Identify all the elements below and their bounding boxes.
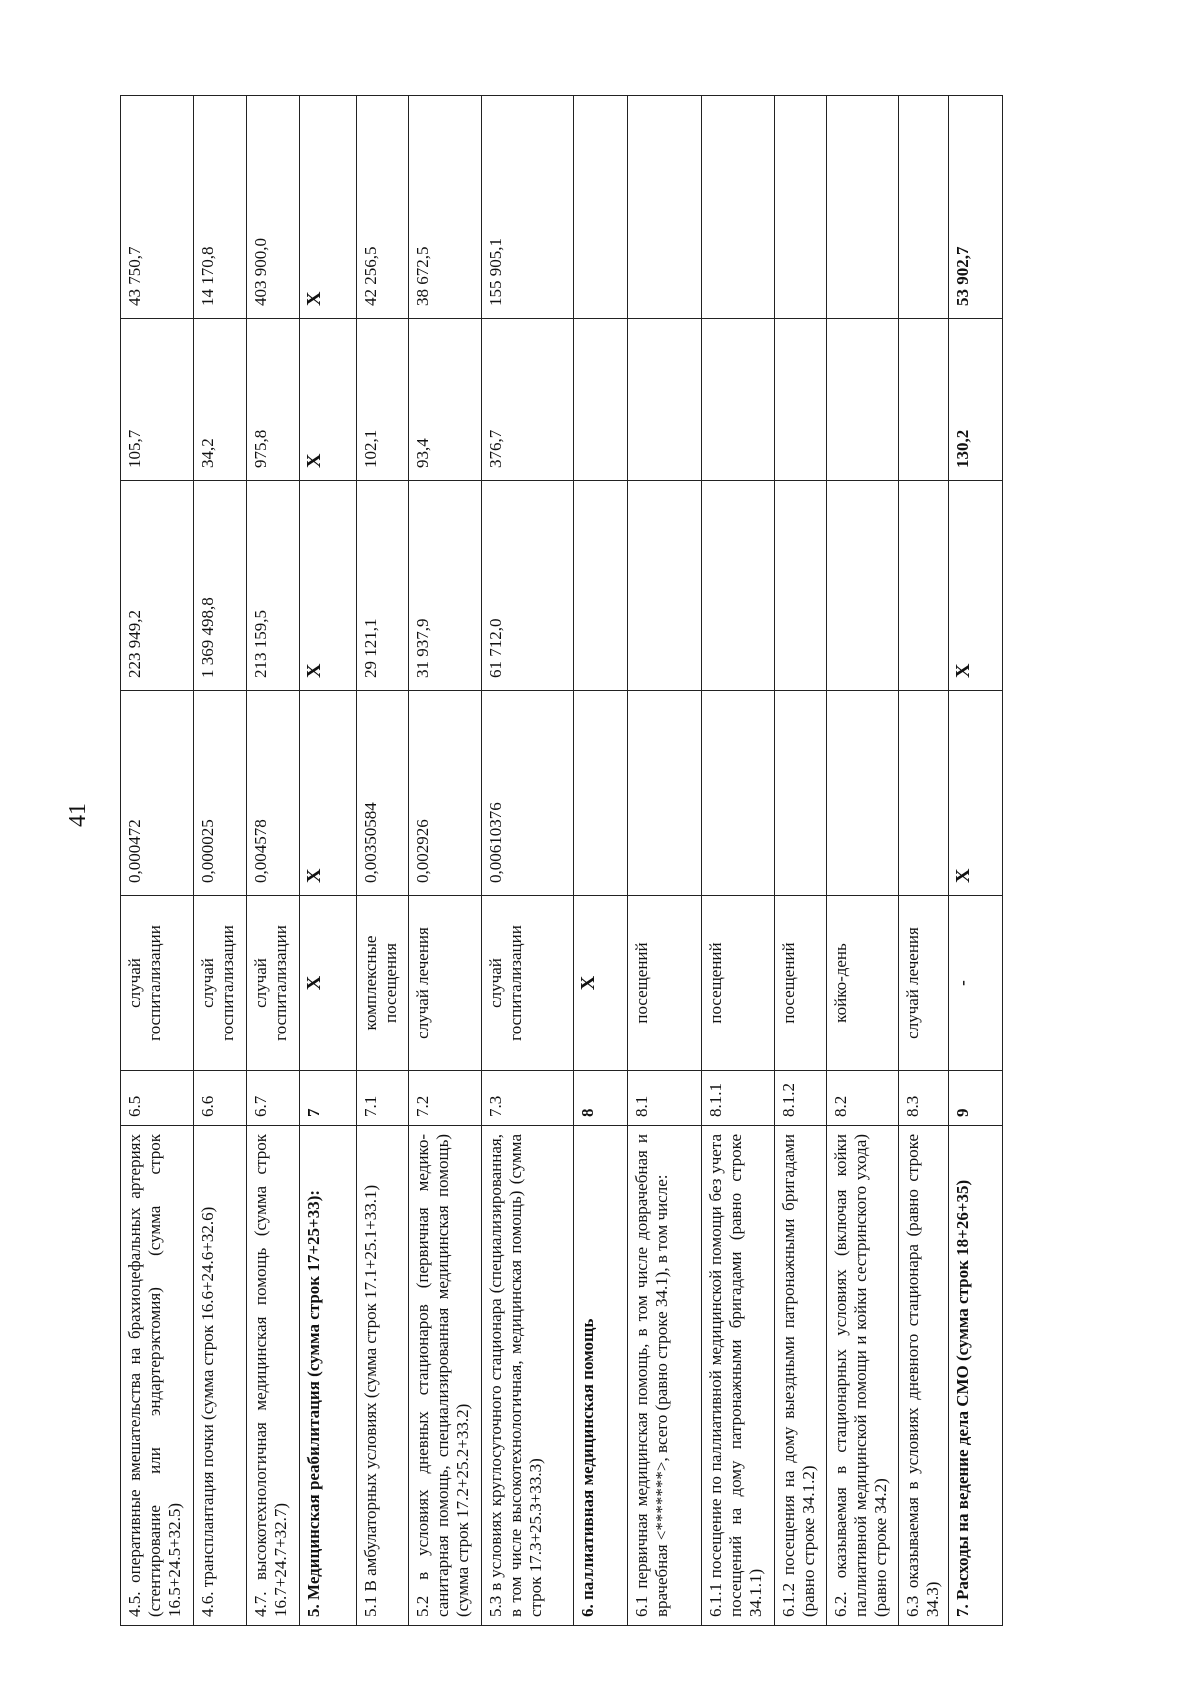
row-code: 8.1.1 bbox=[702, 1071, 775, 1126]
row-value-4 bbox=[702, 96, 775, 319]
row-unit: комплексные посещения bbox=[357, 896, 409, 1071]
row-unit: случай лечения bbox=[409, 896, 482, 1071]
row-unit: случай госпитализации bbox=[194, 896, 247, 1071]
row-unit: посещений bbox=[628, 896, 702, 1071]
row-value-2: 29 121,1 bbox=[357, 481, 409, 691]
row-value-4: 14 170,8 bbox=[194, 96, 247, 319]
row-value-4: 43 750,7 bbox=[121, 96, 194, 319]
row-value-3: 975,8 bbox=[247, 319, 300, 481]
row-value-1 bbox=[899, 691, 949, 896]
data-table bbox=[120, 95, 1003, 1626]
row-value-3 bbox=[574, 319, 628, 481]
row-value-3 bbox=[899, 319, 949, 481]
row-name: 6.2. оказываемая в стационарных условиях (включая койки паллиативной медицинской помощи и койки сестринского ухода) (равно строке 34.2) bbox=[827, 1126, 899, 1626]
row-code: 8.1.2 bbox=[775, 1071, 827, 1126]
row-unit: посещений bbox=[775, 896, 827, 1071]
row-value-4: 53 902,7 bbox=[949, 96, 1003, 319]
row-code: 8.2 bbox=[827, 1071, 899, 1126]
row-value-2: Х bbox=[300, 481, 357, 691]
row-value-1: 0,00350584 bbox=[357, 691, 409, 896]
table-row bbox=[628, 96, 702, 1626]
table-row bbox=[949, 96, 1003, 1626]
row-value-3 bbox=[775, 319, 827, 481]
row-name: 7. Расходы на ведение дела СМО (сумма строк 18+26+35) bbox=[949, 1126, 1003, 1626]
row-value-2 bbox=[899, 481, 949, 691]
row-name: 5. Медицинская реабилитация (сумма строк 17+25+33): bbox=[300, 1126, 357, 1626]
row-name: 6. паллиативная медицинская помощь bbox=[574, 1126, 628, 1626]
table-row bbox=[702, 96, 775, 1626]
row-value-3: 102,1 bbox=[357, 319, 409, 481]
table-row bbox=[775, 96, 827, 1626]
row-unit: Х bbox=[300, 896, 357, 1071]
row-value-1: 0,00610376 bbox=[482, 691, 574, 896]
row-code: 7.1 bbox=[357, 1071, 409, 1126]
row-value-1 bbox=[702, 691, 775, 896]
row-value-4 bbox=[775, 96, 827, 319]
row-value-1 bbox=[775, 691, 827, 896]
row-unit: Х bbox=[574, 896, 628, 1071]
row-code: 9 bbox=[949, 1071, 1003, 1126]
row-unit: - bbox=[949, 896, 1003, 1071]
row-name: 6.1.1 посещение по паллиативной медицинской помощи без учета посещений на дому патронажными бригадами (равно строке 34.1.1) bbox=[702, 1126, 775, 1626]
table-row bbox=[121, 96, 194, 1626]
row-unit: случай госпитализации bbox=[482, 896, 574, 1071]
row-value-1: Х bbox=[949, 691, 1003, 896]
row-value-4 bbox=[574, 96, 628, 319]
row-value-4 bbox=[899, 96, 949, 319]
row-name: 6.1.2 посещения на дому выездными патронажными бригадами (равно строке 34.1.2) bbox=[775, 1126, 827, 1626]
row-name: 5.3 в условиях круглосуточного стационара (специализированная, в том числе высокотехнологичная, медицинская помощь) (сумма строк 17.3+25.3+33.3) bbox=[482, 1126, 574, 1626]
row-unit: койко-день bbox=[827, 896, 899, 1071]
row-value-4: 38 672,5 bbox=[409, 96, 482, 319]
table-row bbox=[827, 96, 899, 1626]
table-row bbox=[482, 96, 574, 1626]
row-name: 5.2 в условиях дневных стационаров (первичная медико-санитарная помощь, специализированная медицинская помощь) (сумма строк 17.2+25.2+33.2) bbox=[409, 1126, 482, 1626]
row-code: 7.3 bbox=[482, 1071, 574, 1126]
row-name: 6.3 оказываемая в условиях дневного стационара (равно строке 34.3) bbox=[899, 1126, 949, 1626]
row-name: 4.5. оперативные вмешательства на брахиоцефальных артериях (стентирование или эндартерэктомия) (сумма строк 16.5+24.5+32.5) bbox=[121, 1126, 194, 1626]
table-row bbox=[300, 96, 357, 1626]
row-value-2: 1 369 498,8 bbox=[194, 481, 247, 691]
row-value-1 bbox=[827, 691, 899, 896]
row-value-4: 42 256,5 bbox=[357, 96, 409, 319]
row-value-1 bbox=[628, 691, 702, 896]
row-value-1: 0,002926 bbox=[409, 691, 482, 896]
row-value-3: 130,2 bbox=[949, 319, 1003, 481]
row-name: 5.1 В амбулаторных условиях (сумма строк 17.1+25.1+33.1) bbox=[357, 1126, 409, 1626]
row-value-2: 61 712,0 bbox=[482, 481, 574, 691]
row-unit: случай госпитализации bbox=[247, 896, 300, 1071]
row-unit: случай лечения bbox=[899, 896, 949, 1071]
row-value-3: 105,7 bbox=[121, 319, 194, 481]
row-value-4: 155 905,1 bbox=[482, 96, 574, 319]
row-value-3 bbox=[702, 319, 775, 481]
row-value-3: 34,2 bbox=[194, 319, 247, 481]
row-value-2 bbox=[702, 481, 775, 691]
row-value-4: Х bbox=[300, 96, 357, 319]
table-row bbox=[247, 96, 300, 1626]
row-value-2 bbox=[574, 481, 628, 691]
row-value-4: 403 900,0 bbox=[247, 96, 300, 319]
row-code: 7 bbox=[300, 1071, 357, 1126]
row-value-2 bbox=[775, 481, 827, 691]
row-name: 4.7. высокотехнологичная медицинская помощь (сумма строк 16.7+24.7+32.7) bbox=[247, 1126, 300, 1626]
row-code: 7.2 bbox=[409, 1071, 482, 1126]
row-value-1: 0,000025 bbox=[194, 691, 247, 896]
table-row bbox=[357, 96, 409, 1626]
page-number: 41 bbox=[65, 803, 91, 827]
rotated-table-container bbox=[120, 96, 1040, 1626]
table-row bbox=[574, 96, 628, 1626]
table-row bbox=[899, 96, 949, 1626]
row-value-1: 0,000472 bbox=[121, 691, 194, 896]
row-value-2 bbox=[628, 481, 702, 691]
row-name: 6.1 первичная медицинская помощь, в том числе доврачебная и врачебная <*******>, всего (равно строке 34.1), в том числе: bbox=[628, 1126, 702, 1626]
row-unit: случай госпитализации bbox=[121, 896, 194, 1071]
row-value-2: 31 937,9 bbox=[409, 481, 482, 691]
row-value-3: 376,7 bbox=[482, 319, 574, 481]
row-value-2 bbox=[827, 481, 899, 691]
row-code: 8 bbox=[574, 1071, 628, 1126]
row-value-2: 223 949,2 bbox=[121, 481, 194, 691]
row-value-3 bbox=[628, 319, 702, 481]
row-value-4 bbox=[827, 96, 899, 319]
row-code: 8.3 bbox=[899, 1071, 949, 1126]
row-code: 8.1 bbox=[628, 1071, 702, 1126]
row-value-4 bbox=[628, 96, 702, 319]
row-value-3: Х bbox=[300, 319, 357, 481]
row-name: 4.6. трансплантация почки (сумма строк 16.6+24.6+32.6) bbox=[194, 1126, 247, 1626]
table-row bbox=[194, 96, 247, 1626]
row-value-1: 0,004578 bbox=[247, 691, 300, 896]
row-code: 6.6 bbox=[194, 1071, 247, 1126]
row-value-1 bbox=[574, 691, 628, 896]
row-value-3: 93,4 bbox=[409, 319, 482, 481]
row-value-2: Х bbox=[949, 481, 1003, 691]
row-value-2: 213 159,5 bbox=[247, 481, 300, 691]
row-value-3 bbox=[827, 319, 899, 481]
table-row bbox=[409, 96, 482, 1626]
row-code: 6.5 bbox=[121, 1071, 194, 1126]
row-code: 6.7 bbox=[247, 1071, 300, 1126]
row-unit: посещений bbox=[702, 896, 775, 1071]
row-value-1: Х bbox=[300, 691, 357, 896]
